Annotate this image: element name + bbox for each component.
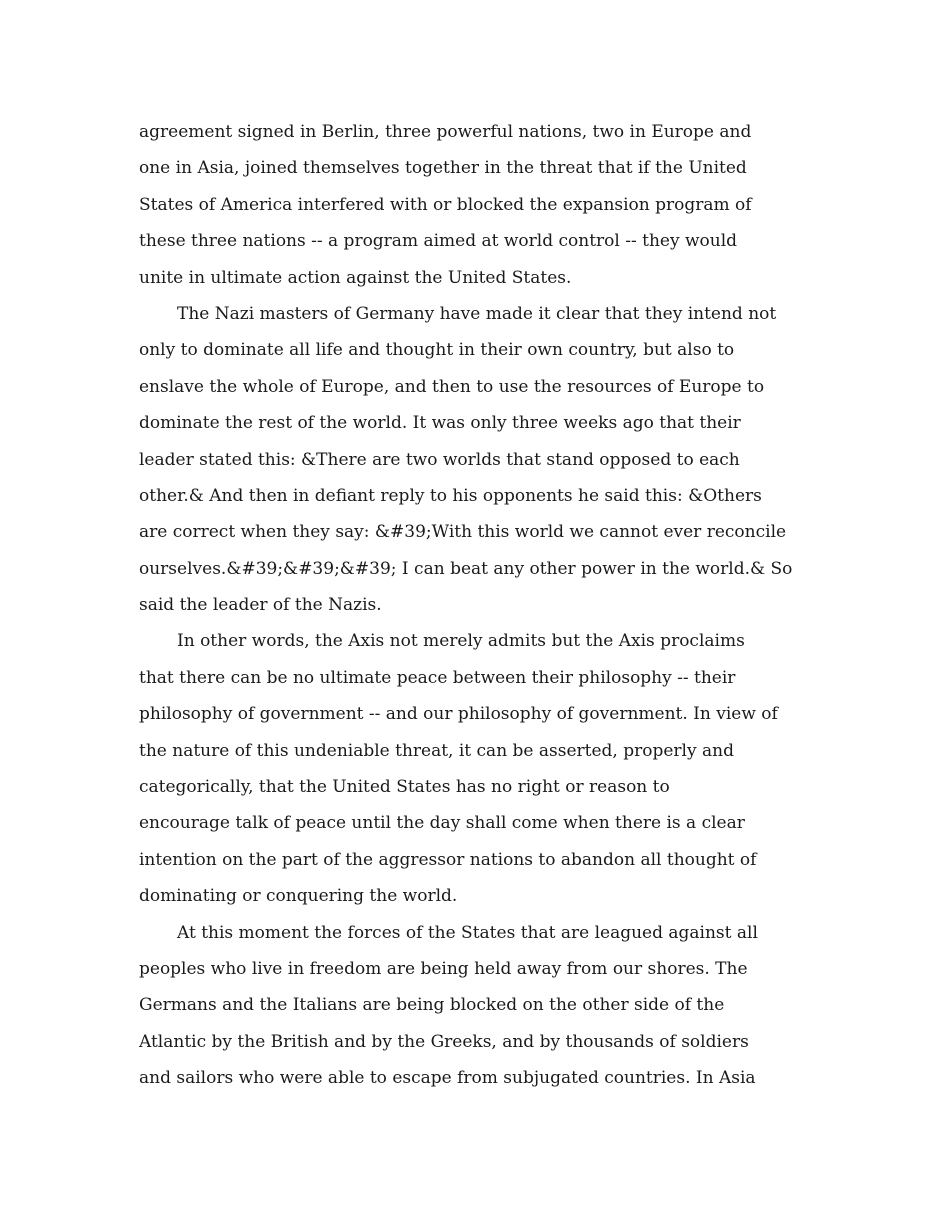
paragraph-start-line: At this moment the forces of the States that are leagued against all: [177, 922, 758, 943]
text-line: leader stated this: &There are two worlds that stand opposed to each: [139, 449, 740, 470]
paragraph-start-line: In other words, the Axis not merely admits but the Axis proclaims: [177, 631, 745, 652]
text-line: and sailors who were able to escape from subjugated countries. In Asia: [139, 1068, 756, 1089]
text-line: dominate the rest of the world. It was only three weeks ago that their: [139, 413, 741, 434]
text-line: said the leader of the Nazis.: [139, 595, 382, 616]
text-line: these three nations -- a program aimed at world control -- they would: [139, 231, 738, 252]
text-line: only to dominate all life and thought in their own country, but also to: [139, 340, 735, 361]
text-line: that there can be no ultimate peace between their philosophy -- their: [139, 667, 736, 688]
text-line: ourselves.&#39;&#39;&#39; I can beat any other power in the world.& So: [139, 558, 793, 579]
text-line: peoples who live in freedom are being held away from our shores. The: [139, 958, 748, 979]
text-line: categorically, that the United States has no right or reason to: [139, 777, 670, 798]
body-text: [139, 114, 819, 1097]
text-line: other.& And then in defiant reply to his opponents he said this: &Others: [139, 485, 762, 506]
text-line: philosophy of government -- and our philosophy of government. In view of: [139, 704, 778, 725]
text-line: States of America interfered with or blocked the expansion program of: [139, 194, 752, 215]
text-line: one in Asia, joined themselves together in the threat that if the United: [139, 158, 747, 179]
text-line: the nature of this undeniable threat, it can be asserted, properly and: [139, 740, 734, 761]
text-line: are correct when they say: &#39;With this world we cannot ever reconcile: [139, 522, 787, 543]
text-line: encourage talk of peace until the day shall come when there is a clear: [139, 813, 745, 834]
text-line: intention on the part of the aggressor nations to abandon all thought of: [139, 849, 757, 870]
paragraph-start-line: The Nazi masters of Germany have made it clear that they intend not: [177, 303, 777, 324]
text-line: dominating or conquering the world.: [139, 886, 458, 907]
text-line: unite in ultimate action against the United States.: [139, 267, 572, 288]
text-line: enslave the whole of Europe, and then to use the resources of Europe to: [139, 376, 765, 397]
text-line: agreement signed in Berlin, three powerful nations, two in Europe and: [139, 122, 752, 142]
text-line: Atlantic by the British and by the Greeks, and by thousands of soldiers: [139, 1031, 749, 1052]
text-line: Germans and the Italians are being blocked on the other side of the: [139, 995, 725, 1016]
